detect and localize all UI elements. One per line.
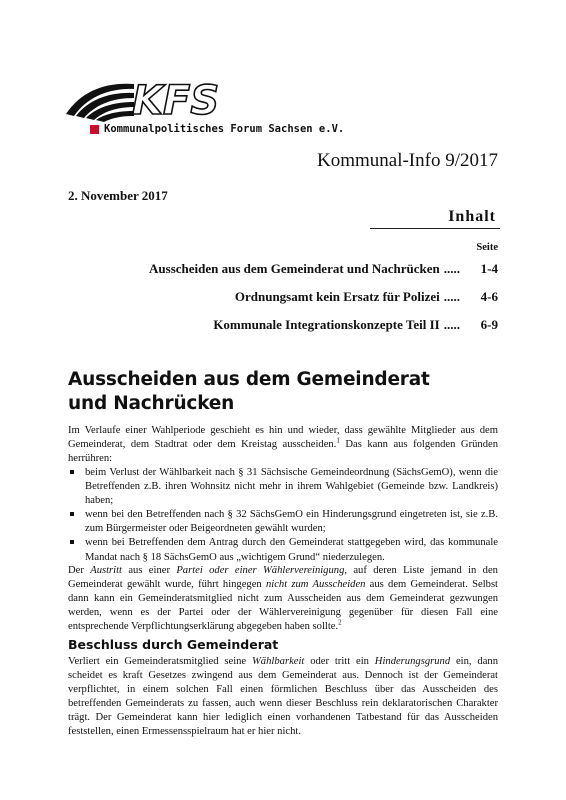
list-item: wenn bei Betreffenden dem Antrag durch den Gemeinderat stattgegeben wird, das kommunale Mandat nach § 18 SächsGemO aus „wichtigem Grund“ niederzulegen. — [68, 536, 498, 564]
article-heading-line2: und Nachrücken — [68, 393, 235, 414]
logo-red-square — [90, 125, 99, 134]
toc-page-column-label: Seite — [476, 242, 498, 253]
footnote-ref-1[interactable]: 1 — [336, 436, 340, 445]
toc-item-title: Kommunale Integrationskonzepte Teil II — [213, 317, 440, 332]
text-run: Der — [68, 565, 91, 576]
toc-item-pages: 1-4 — [480, 261, 498, 276]
toc-item-leader: ..... — [443, 261, 460, 276]
issue-date: 2. November 2017 — [68, 188, 168, 203]
intro-text: Im Verlaufe einer Wahlperiode geschieht es hin und wieder, dass gewählte Mitglieder aus dem Gemeinderat, dem Stadtrat oder dem Kreistag ausscheiden. — [68, 425, 498, 451]
toc-item-pages: 4-6 — [480, 289, 498, 304]
section-subheading: Beschluss durch Gemeinderat — [68, 637, 279, 652]
org-name: Kommunalpolitisches Forum Sachsen e.V. — [104, 123, 345, 135]
kfs-logo — [62, 70, 352, 140]
article-heading-line1: Ausscheiden aus dem Gemeinderat — [68, 369, 430, 390]
austritt-paragraph — [68, 564, 498, 634]
emphasis: Wählbarkeit — [251, 656, 305, 667]
logo-lettering: KFS — [132, 78, 220, 124]
toc-item[interactable] — [68, 317, 498, 345]
intro-paragraph — [68, 424, 498, 466]
toc-item[interactable] — [68, 289, 498, 317]
table-of-contents — [68, 261, 498, 345]
toc-heading: Inhalt — [370, 208, 500, 229]
emphasis: nicht zum Ausscheiden — [265, 579, 366, 591]
beschluss-paragraph — [68, 655, 498, 740]
article-heading — [68, 368, 498, 416]
toc-item-leader: ..... — [443, 289, 460, 304]
text-run: aus dem Gemeinderat. Selbst dann kann ein Gemeinderatsmitglied nicht zum Ausscheiden aus dem Gemeinderat gezwungen werden, wenn es der Partei oder der Wählervereinigung gegenüber für diesen Fall eine entsprechende Verpflichtungserklärung abgegeben haben sollte. — [68, 579, 499, 633]
kfs-logo-graphic — [62, 70, 352, 130]
toc-item-pages: 6-9 — [480, 317, 498, 332]
issue-title: Kommunal-Info 9/2017 — [316, 150, 498, 171]
emphasis: Austritt — [90, 565, 123, 576]
list-item: beim Verlust der Wählbarkeit nach § 31 Sächsische Gemeindeordnung (SächsGemO), wenn die Betreffenden z.B. ihren Wohnsitz nicht mehr in ihrem Wahlgebiet (Gemeinde bzw. Landkreis) haben; — [68, 466, 498, 508]
text-run: , auf deren Liste jemand in den Gemeinderat gewählt wurde, führt hingegen — [68, 565, 498, 591]
text-run: Verliert ein Gemeinderatsmitglied seine — [68, 656, 252, 667]
reason-list — [68, 466, 498, 565]
toc-item-leader: ..... — [443, 317, 460, 332]
intro-text-cont: Das kann aus folgenden Gründen herrühren: — [68, 439, 498, 465]
emphasis: Hinderungsgrund — [374, 656, 451, 667]
toc-item[interactable] — [68, 261, 498, 289]
text-run: oder tritt ein — [304, 656, 375, 667]
text-run: aus einer — [122, 565, 177, 576]
footnote-ref-2[interactable]: 2 — [338, 618, 342, 627]
text-run: ein, dann scheidet es kraft Gesetzes zwingend aus dem Gemeinderat aus. Dennoch ist der Gemeinderat verpflichtet, in einem solchen Fall einen förmlichen Beschluss über das Ausscheiden des betreffenden Gemeinderats zu fassen, auch wenn dieser Beschluss rein deklaratorischen Charakter trägt. Der Gemeinderat kann hier lediglich einen vorhandenen Tatbestand für das Ausscheiden feststellen, einen Ermessensspielraum hat er hier nicht. — [68, 656, 499, 738]
emphasis: Partei oder einer Wählervereinigung — [176, 565, 345, 576]
toc-item-title: Ordnungsamt kein Ersatz für Polizei — [234, 289, 440, 304]
list-item: wenn bei den Betreffenden nach § 32 SächsGemO ein Hinderungsgrund eingetreten ist, sie z.B. zum Bürgermeister oder Beigeordneten gewählt wurden; — [68, 508, 498, 536]
toc-item-title: Ausscheiden aus dem Gemeinderat und Nachrücken — [149, 261, 440, 276]
